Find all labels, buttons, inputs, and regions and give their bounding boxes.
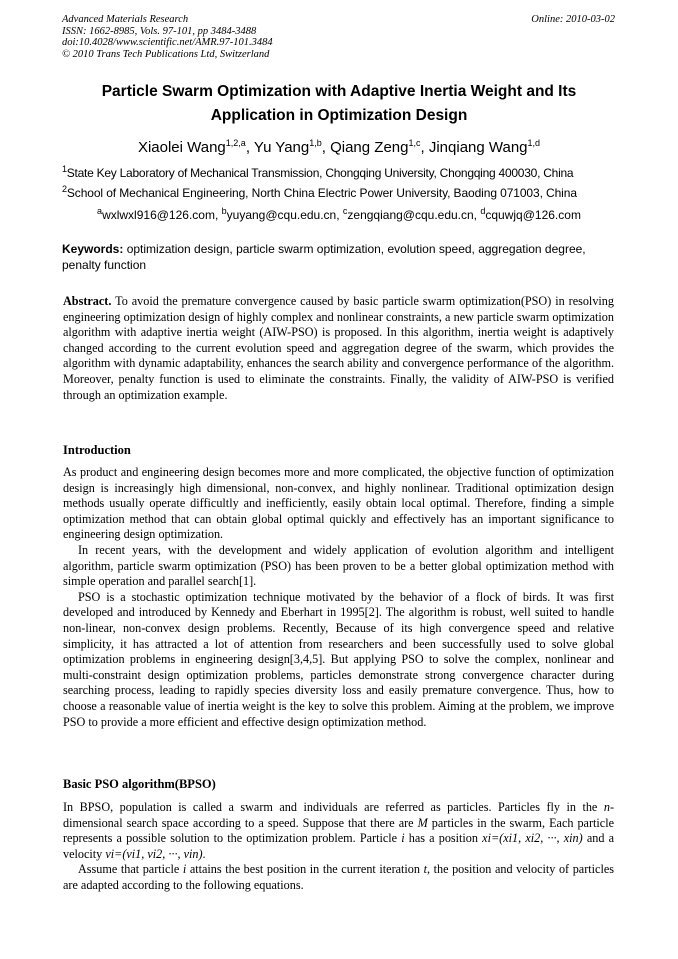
section-heading-bpso: Basic PSO algorithm(BPSO) [63,777,216,791]
author-name: Xiaolei Wang [137,139,226,156]
author-affiliation-mark: 1,2,a [225,138,246,148]
author-name: Qiang Zeng [330,139,409,156]
bpso-body [63,800,614,894]
text-run: , the position and velocity of particles are adapted according to the following equations. [63,862,614,892]
author-list [40,138,638,156]
title-line-1: Particle Swarm Optimization with Adaptive Inertia Weight and Its [101,83,577,100]
velocity-vector: vi=(vi1, vi2, ···, vin) [105,846,203,861]
email-mark: c [342,206,348,216]
doi-line: doi:10.4028/www.scientific.net/AMR.97-101.3484 [62,37,273,48]
author-separator: , [321,139,331,156]
email-mark: a [97,206,103,216]
text-run: particles in the swarm, Each particle represents a possible solution to the optimization problem. Particle [63,815,615,846]
affiliation-mark: 1 [62,164,67,174]
math-var: M [417,815,428,830]
text-run: and a velocity [63,831,614,861]
math-var: i [182,862,187,877]
abstract-label: Abstract. [63,294,112,308]
email-address: yuyang@cqu.edu.cn, [226,208,343,222]
keywords [62,242,616,273]
paragraph [63,862,614,893]
author-affiliation-mark: 1,b [309,138,322,148]
paragraph: PSO is a stochastic optimization technique motivated by the behavior of a flock of birds. It was first developed and introduced by Kennedy and Eberhart in 1995[2]. The algorithm is robust, well suited to handle non-linear, non-convex design problems. Recently, Because of its high convergence speed and relative simplicity, it has attracted a lot of attention from researchers and been successfully used to solve global optimization problems in engineering design[3,4,5]. But applying PSO to solve the complex, nonlinear and multi-constraint design optimization problems, particles demonstrate strong convergence character during searching process, leading to rapidly species diversity loss and easily premature convergence. Thus, how to choose a reasonable value of inertia weight is the key to solve this problem. Aiming at the problem, we improve PSO to provide a more efficient and effective design optimization method. [63,589,614,729]
email-address: wxlwxl916@126.com, [102,208,222,222]
affiliation-text: School of Mechanical Engineering, North China Electric Power University, Baoding 071003, China [66,186,577,200]
title-line-2: Application in Optimization Design [210,107,468,124]
email-mark: d [480,206,486,216]
paragraph [63,800,614,862]
text-run: -dimensional search space according to a speed. Suppose that there are [63,800,614,830]
email-address: cquwjq@126.com [485,208,581,222]
author-name: Yu Yang [253,139,310,156]
journal-header [62,14,273,60]
text-run: Assume that particle [78,862,183,877]
math-var: t [423,862,427,877]
affiliation [62,184,618,200]
author-affiliation-mark: 1,c [408,138,421,148]
text-run: In BPSO, population is called a swarm and individuals are referred as particles. Particles fly in the [63,800,604,814]
text-run: . [202,846,206,861]
email-list [40,206,638,222]
affiliation-mark: 2 [62,184,67,194]
author-name: Jinqiang Wang [428,139,528,156]
section-heading-introduction: Introduction [63,443,131,457]
affiliation-text: State Key Laboratory of Mechanical Transmission, Chongqing University, Chongqing 400030, China [66,166,574,180]
paragraph: As product and engineering design becomes more and more complicated, the objective function of optimization design is increasingly high dimensional, non-convex, and highly nonlinear. Traditional optimization design methods usually operate difficultly and inefficiently, easily obtain local optimal. Therefore, finding a simple optimization method that can obtain global optimal quickly and effectively has an important significance to engineering design optimization. [63,465,614,542]
author-affiliation-mark: 1,d [527,138,541,148]
author-separator: , [245,139,254,156]
paragraph: In recent years, with the development and widely application of evolution algorithm and intelligent algorithm, particle swarm optimization (PSO) has been proven to be a better global optimization method with simple operation and parallel search[1]. [63,542,614,589]
text-run: attains the best position in the current iteration [186,862,424,877]
paper-title [40,80,638,128]
abstract-text: To avoid the premature convergence caused by basic particle swarm optimization(PSO) in resolving engineering optimization design of highly complex and nonlinear constraints, a new particle swarm optimization algorithm with adaptive inertia weight (AIW-PSO) is proposed. In this algorithm, inertia weight is adaptively changed according to the current evolution speed and aggregation degree of the swarm, which provides the algorithm with dynamic adaptability, enhances the search ability and convergence performance of the algorithm. Moreover, penalty function is used to eliminate the constraints. Finally, the validity of AIW-PSO is verified through an optimization example. [63,294,614,402]
text-run: has a position [404,831,483,846]
email-mark: b [221,206,227,216]
introduction-body [63,465,614,730]
keywords-label: Keywords: [62,242,124,256]
position-vector: xi=(xi1, xi2, ···, xin) [482,831,583,846]
affiliation [62,164,618,180]
math-var: i [401,831,405,846]
math-var: n [603,800,610,814]
abstract [63,294,614,403]
journal-name: Advanced Materials Research [62,14,189,25]
keywords-text: optimization design, particle swarm optimization, evolution speed, aggregation degree, penalty function [62,242,586,272]
online-date: Online: 2010-03-02 [531,14,615,25]
email-address: zengqiang@cqu.edu.cn, [347,208,481,222]
issn-line: ISSN: 1662-8985, Vols. 97-101, pp 3484-3488 [62,25,257,37]
copyright-line: © 2010 Trans Tech Publications Ltd, Switzerland [62,48,270,60]
author-separator: , [420,139,429,156]
